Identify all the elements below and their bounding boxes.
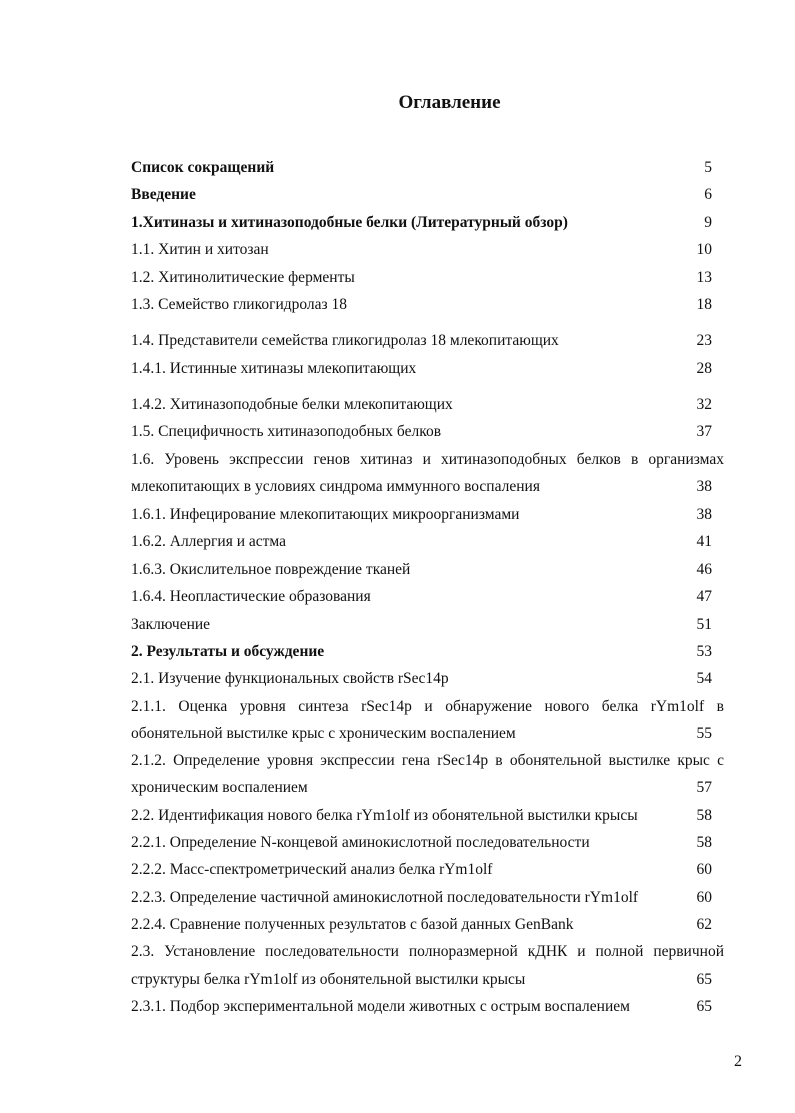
- toc-entry-page: 13: [696, 269, 712, 286]
- toc-entry-text: 1.6.3. Окислительное повреждение тканей: [131, 561, 411, 578]
- toc-entry-text: 1.3. Семейство гликогидролаз 18: [131, 296, 348, 313]
- toc-entry-page: 23: [696, 332, 712, 349]
- toc-entry-page: 60: [696, 889, 712, 906]
- toc-entry-text: млекопитающих в условиях синдрома иммунного воспаления: [131, 478, 540, 495]
- toc-entry-text: 2.1.1. Оценка уровня синтеза rSec14p и обнаружение нового белка rYm1olf в: [131, 698, 724, 715]
- toc-entry-text: 2.2. Идентификация нового белка rYm1olf из обонятельной выстилки крысы: [131, 807, 638, 824]
- toc-entry-text: 2. Результаты и обсуждение: [131, 643, 325, 660]
- toc-entry-text: 2.2.2. Масс-спектрометрический анализ белка rYm1olf: [131, 861, 493, 878]
- toc-entry-text: Введение: [131, 186, 196, 203]
- toc-entry-page: 57: [696, 779, 712, 796]
- toc-entry-page: 5: [704, 159, 712, 176]
- toc-entry-page: 41: [696, 533, 712, 550]
- toc-entry-page: 58: [696, 807, 712, 824]
- toc-entry-text: Заключение: [131, 616, 211, 633]
- toc-entry-page: 60: [696, 861, 712, 878]
- toc-entry-page: 10: [696, 241, 712, 258]
- toc-entry-text: 1.6.1. Инфецирование млекопитающих микроорганизмами: [131, 506, 520, 523]
- toc-entry-text: 2.2.1. Определение N-концевой аминокислотной последовательности: [131, 834, 590, 851]
- toc-entry-text: 1.4.2. Хитиназоподобные белки млекопитающих: [131, 396, 453, 413]
- toc-entry-text: 1.4.1. Истинные хитиназы млекопитающих: [131, 360, 417, 377]
- toc-entry-text: 2.1. Изучение функциональных свойств rSec14p: [131, 670, 449, 687]
- page-title: Оглавление: [398, 92, 501, 113]
- toc-entry-page: 38: [696, 506, 712, 523]
- toc-entry-text: 1.1. Хитин и хитозан: [131, 241, 269, 258]
- toc-entry-page: 38: [696, 478, 712, 495]
- toc-entry-page: 54: [696, 670, 712, 687]
- toc-entry-page: 9: [704, 214, 712, 231]
- toc-entry-page: 46: [696, 561, 712, 578]
- toc-entry-page: 58: [696, 834, 712, 851]
- toc-entry-page: 32: [696, 396, 712, 413]
- toc-entry-text: 1.Хитиназы и хитиназоподобные белки (Литературный обзор): [131, 214, 568, 231]
- toc-entry-text: обонятельной выстилке крыс с хроническим воспалением: [131, 725, 516, 742]
- toc-entry-text: 2.3. Установление последовательности полноразмерной кДНК и полной первичной: [131, 943, 724, 960]
- toc-entry-text: 1.2. Хитинолитические ферменты: [131, 269, 355, 286]
- toc-entry-page: 65: [696, 971, 712, 988]
- toc-entry-text: 1.4. Представители семейства гликогидролаз 18 млекопитающих: [131, 332, 559, 349]
- toc-entry-page: 51: [696, 616, 712, 633]
- toc-entry-text: Список сокращений: [131, 159, 275, 176]
- page-number: 2: [734, 1053, 742, 1070]
- toc-entry-page: 62: [696, 916, 712, 933]
- toc-entry-text: хроническим воспалением: [131, 779, 308, 796]
- toc-entry-text: 2.2.3. Определение частичной аминокислотной последовательности rYm1olf: [131, 889, 639, 906]
- toc-entry-text: 1.6.2. Аллергия и астма: [131, 533, 286, 550]
- toc-entry-text: 1.6. Уровень экспрессии генов хитиназ и хитиназоподобных белков в организмах: [131, 451, 724, 468]
- toc-entry-page: 18: [696, 296, 712, 313]
- toc-entry-page: 28: [696, 360, 712, 377]
- toc-entry-page: 55: [696, 725, 712, 742]
- toc-entry-page: 6: [704, 186, 712, 203]
- toc-entry-page: 53: [696, 643, 712, 660]
- toc-entry-text: 2.1.2. Определение уровня экспрессии гена rSec14p в обонятельной выстилке крыс с: [131, 752, 724, 769]
- toc-entry-text: 2.3.1. Подбор экспериментальной модели животных с острым воспалением: [131, 998, 630, 1015]
- toc-entry-page: 47: [696, 588, 712, 605]
- toc-entry-page: 37: [696, 423, 712, 440]
- toc-entry-page: 65: [696, 998, 712, 1015]
- toc-entry-text: 1.6.4. Неопластические образования: [131, 588, 371, 605]
- toc-entry-text: 2.2.4. Сравнение полученных результатов с базой данных GenBank: [131, 916, 574, 933]
- toc-entry-text: 1.5. Специфичность хитиназоподобных белков: [131, 423, 442, 440]
- toc-entry-text: структуры белка rYm1olf из обонятельной выстилки крысы: [131, 971, 526, 988]
